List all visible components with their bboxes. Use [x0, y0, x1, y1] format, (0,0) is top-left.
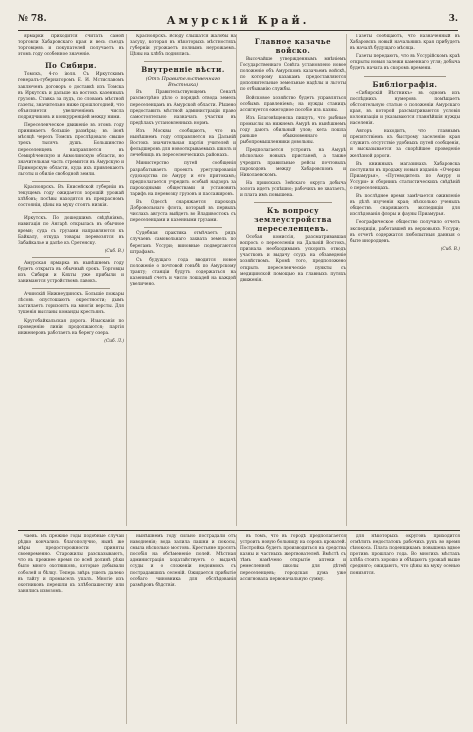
feuilleton-rule: [18, 530, 460, 531]
column-rule: [346, 534, 347, 724]
section-heading: По Сибири.: [45, 61, 97, 71]
article-paragraph: Въ Правительствующемъ Сенатѣ разсмотрѣно дѣло о порядкѣ отвода земель переселенцамъ въ Амурской области. Рѣшено предоставить мѣстной администраціи право самостоятельно назначать участки въ предѣлахъ установленныхъ нормъ.: [130, 90, 236, 126]
divider: [364, 76, 446, 77]
column-4: [350, 34, 460, 526]
divider: [144, 61, 222, 62]
column-1: [18, 34, 124, 526]
article-paragraph: Авторъ находитъ, что главнымъ препятствіемъ къ быстрому заселенію края служитъ отсутствіе удобныхъ путей сообщенія, и высказывается за скорѣйшее проведеніе желѣзной дороги.: [350, 129, 460, 159]
article-paragraph: Географическое общество получило отчетъ экспедиціи, работавшей въ верховьяхъ Уссури; въ отчетѣ содержатся любопытныя данныя о быте инородцевъ.: [350, 220, 460, 244]
column-rule: [346, 34, 347, 526]
article-paragraph: для нѣкоторыхъ округовъ приходится отмѣтить недостатокъ рабочихъ рукъ во время сѣнокоса. Плата поденщикамъ повышена вдвое противъ прошлаго года. Во многихъ мѣстахъ хлѣба стоятъ хорошо и обѣщаютъ урожай выше средняго; ожидаютъ, что цѣны на муку осенью понизятся.: [350, 534, 460, 576]
article-paragraph: Войсковое хозяйство будетъ управляться особымъ правленіемъ; на нужды станицъ ассигнуется ежегодное пособіе изъ казны.: [240, 95, 346, 113]
issue-number: № 78.: [18, 14, 47, 24]
divider: [32, 212, 110, 213]
article-paragraph: нынѣшнемъ году сильно пострадали отъ наводненія; вода залила пашни и покосы, смыла нѣсколько мостовъ. Крестьяне просятъ пособія на обсѣмененіе полей. Мѣстная администрація ходатайствуетъ о выдачѣ ссуды и о сложеніи недоимокъ съ пострадавшихъ селеній. Ожидается прибытіе особаго чиновника для обслѣдованія размѣровъ бѣдствія.: [130, 534, 236, 588]
section-subheading: (Отъ Правительственнаго Вѣстника): [145, 76, 221, 89]
article-paragraph: Судебная практика отмѣчаетъ рядъ случаевъ самовольнаго захвата земель по берегамъ Уссури; виновные подвергаются штрафамъ.: [130, 231, 236, 255]
source-signature: (Сиб. Л.): [104, 338, 124, 344]
divider: [32, 257, 110, 258]
article-paragraph: Особая комиссія, разсматривавшая вопросъ о переселеніи на Дальній Востокъ, признала необходимымъ ускорить отводъ участковъ и выдачу ссудъ на обзаведеніе хозяйствомъ. Кромѣ того, предположено открыть переселенческіе пункты съ медицинской помощью на главныхъ путяхъ движенія.: [240, 235, 346, 283]
article-paragraph: Красноярскъ. Всюду слышатся жалобы на засуху, которая въ нѣкоторыхъ мѣстностяхъ губерніи угрожаетъ полнымъ неурожаемъ. Цѣны на хлѣбъ поднялись.: [130, 34, 236, 58]
article-paragraph: Ачинскій Нижнеудинскъ. Большіе пожары лѣсовъ опустошаютъ окрестности; дымъ застилаетъ горизонтъ на многія версты. Для тушенія высланы команды крестьянъ.: [18, 292, 124, 316]
feuilleton-column-1: [18, 534, 124, 724]
article-paragraph: Съ будущаго года вводится новое положеніе о почтовой гоньбѣ по Амурскому тракту; станціи будутъ содержаться на казенный счетъ и число лошадей на каждой увеличено.: [130, 257, 236, 288]
source-signature: (Сиб. В.): [104, 248, 124, 254]
column-2: [130, 34, 236, 526]
article-paragraph: На приискахъ Зейскаго округа добыча золота идетъ успѣшно; рабочихъ не хватаетъ, и плата имъ повышена.: [240, 180, 346, 198]
article-paragraph: Амурская ярмарка въ нынѣшнемъ году будетъ открыта въ обычный срокъ. Торговцы изъ Сибири и Кяхты уже прибыли и занимаются устройствомъ лавокъ.: [18, 260, 124, 285]
divider: [144, 227, 222, 228]
article-paragraph: Переселенческое движеніе въ этомъ году принимаетъ большіе размѣры; въ іюнѣ мѣсяцѣ черезъ Томскъ прослѣдовало свыше трехъ тысячъ душъ. Большинство переселенцевъ направляется въ Семирѣченскую и Акмолинскую области, но значительная часть стремится въ Амурскую и Приморскую области, куда ихъ привлекаютъ льготы и обиліе свободной земли.: [18, 123, 124, 177]
article-paragraph: Въ послѣднее время замѣчается оживленіе въ дѣлѣ изученія края; нѣсколько ученыхъ обществъ снаряжаютъ экспедиціи для изслѣдованія флоры и фауны Приамурья.: [350, 194, 460, 218]
divider: [32, 288, 110, 289]
feuilleton-column-4: [350, 534, 460, 724]
article-paragraph: Министерство путей сообщенія разрабатываетъ проектъ урегулированія судоходства по Амуру и его притокамъ; предполагается учредить особый надзоръ за пароходными обществами и установить тарифъ на перевозку грузовъ и пассажировъ.: [130, 161, 236, 197]
divider: [32, 181, 110, 182]
section-heading: Къ вопросу землеустройства переселенцевъ.: [254, 206, 332, 234]
article-paragraph: Въ книжныхъ магазинахъ Хабаровска поступили въ продажу новыя изданія: «Очерки Приамурья», «Путеводитель по Амуру и Уссури» и сборникъ статистическихъ свѣдѣній о переселенцахъ.: [350, 161, 460, 191]
article-paragraph: Высочайше утвержденнымъ мнѣніемъ Государственнаго Совѣта установлено новое положеніе объ Амурскомъ казачьемъ войскѣ, по которому казакамъ предоставляются дополнительные земельные надѣлы и льготы по отбыванію службы.: [240, 57, 346, 93]
page-header: [18, 14, 458, 31]
column-rule: [236, 34, 237, 526]
column-rule: [126, 534, 127, 724]
article-paragraph: Предполагается устроить на Амурѣ нѣсколько новыхъ пристаней, а также учредить правильные рейсы почтовыхъ пароходовъ между Хабаровскомъ и Николаевскомъ.: [240, 148, 346, 178]
section-heading: Библіографія.: [372, 79, 438, 89]
article-paragraph: Изъ Москвы сообщаютъ, что въ нынѣшнемъ году отправляется на Дальній Востокъ значительная партія учителей и фельдшеровъ для новооткрываемыхъ школъ и лечебницъ въ переселенческихъ районахъ.: [130, 128, 236, 159]
column-3: [240, 34, 346, 526]
column-rule: [236, 534, 237, 724]
article-paragraph: Красноярскъ. Въ Енисейской губерніи въ текущемъ году ожидается хорошій урожай хлѣбовъ; посѣвы находятся въ прекрасномъ состояніи, цѣны на муку стоятъ низкія.: [18, 184, 124, 209]
article-paragraph: Въ Одессѣ снаряжается пароходъ Добровольнаго флота, который въ первыхъ числахъ августа выйдетъ во Владивостокъ съ переселенцами и казенными грузами.: [130, 199, 236, 224]
masthead-title: Амурскій Край.: [166, 14, 310, 27]
feuilleton-column-2: [130, 534, 236, 724]
section-heading: Главное казачье войско.: [254, 37, 332, 55]
article-paragraph: въ томъ, что въ городѣ предполагается устроить новую больницу на сорокъ кроватей. Постройка будетъ производиться на средства казны и частныхъ жертвователей. Вмѣстѣ съ тѣмъ намѣчено открытіе аптеки и ремесленной школы для дѣтей переселенцевъ; городская дума уже ассигновала первоначальную сумму.: [240, 534, 346, 582]
article-paragraph: Газеты сообщаютъ, что назначенный въ Хабаровскъ новый начальникъ края прибудетъ въ началѣ будущаго мѣсяца.: [350, 34, 460, 52]
source-signature: (Сиб. В.): [440, 246, 460, 252]
article-paragraph: Кругобайкальская дорога. Изысканія по проведенію линіи продолжаются; партія инженеровъ работаетъ на берегу озера.: [18, 318, 124, 336]
page-number: 3.: [448, 14, 458, 24]
article-paragraph: Изъ Благовѣщенска пишутъ, что рыбные промыслы на нижнемъ Амурѣ въ нынѣшнемъ году даютъ обильный улов; кета пошла раньше обыкновеннаго и рыбопромышленники довольны.: [240, 115, 346, 146]
column-rule: [126, 34, 127, 526]
article-paragraph: Томскъ, 4-го іюля. Съ Иркутскимъ генералъ-губернаторомъ Е. И. Мстиславомъ заключенъ договоръ о доставкѣ изъ Томска въ Иркутскъ и дальше на востокъ казенныхъ грузовъ. Ставка за пудъ, по словамъ мѣстной газеты, значительно ниже прошлогодней, что объясняется увеличеніемъ числа подрядчиковъ и конкурренціей между ними.: [18, 72, 124, 121]
feuilleton-column-3: [240, 534, 346, 724]
article-paragraph: ярмарки приходится считать самой торговли Хабаровскаго края и весь съездъ торговцевъ и покупателей получаетъ въ этомъ году особенное значеніе.: [18, 34, 124, 58]
article-paragraph: «Сибирскій Вѣстникъ» въ одномъ изъ послѣднихъ нумеровъ помѣщаетъ обстоятельную статью о положеніи Амурскаго края, въ которой разсматриваются условія колонизаціи и указываются главнѣйшія нужды населенія.: [350, 90, 460, 127]
article-paragraph: Газеты передаютъ, что въ Уссурійскомъ краѣ открыты новыя залежи каменнаго угля; добыча будетъ начата въ скоромъ времени.: [350, 54, 460, 72]
article-paragraph: чаевъ. Въ прежніе годы подобные случаи рѣдко кончались благополучно, нынѣ же мѣры предосторожности приняты своевременно. Старожилы разсказываютъ, что въ прежнее время по всей долинѣ рѣки было много охотниковъ, которые добывали соболей и бѣлку. Теперь звѣрь ушелъ далеко въ тайгу и промыселъ упалъ. Многіе изъ охотниковъ перешли къ хлѣбопашеству или занялись извозомъ.: [18, 534, 124, 594]
section-heading: Внутренніе вѣсти.: [141, 65, 225, 75]
divider: [254, 202, 332, 203]
article-paragraph: Иркутскъ. По дошедшимъ свѣдѣніямъ, навигація по Ангарѣ открылась въ обычное время; суда съ грузами направляются къ Байкалу, откуда товары перевозятся въ Забайкалье и далѣе къ Сретенску.: [18, 216, 124, 246]
